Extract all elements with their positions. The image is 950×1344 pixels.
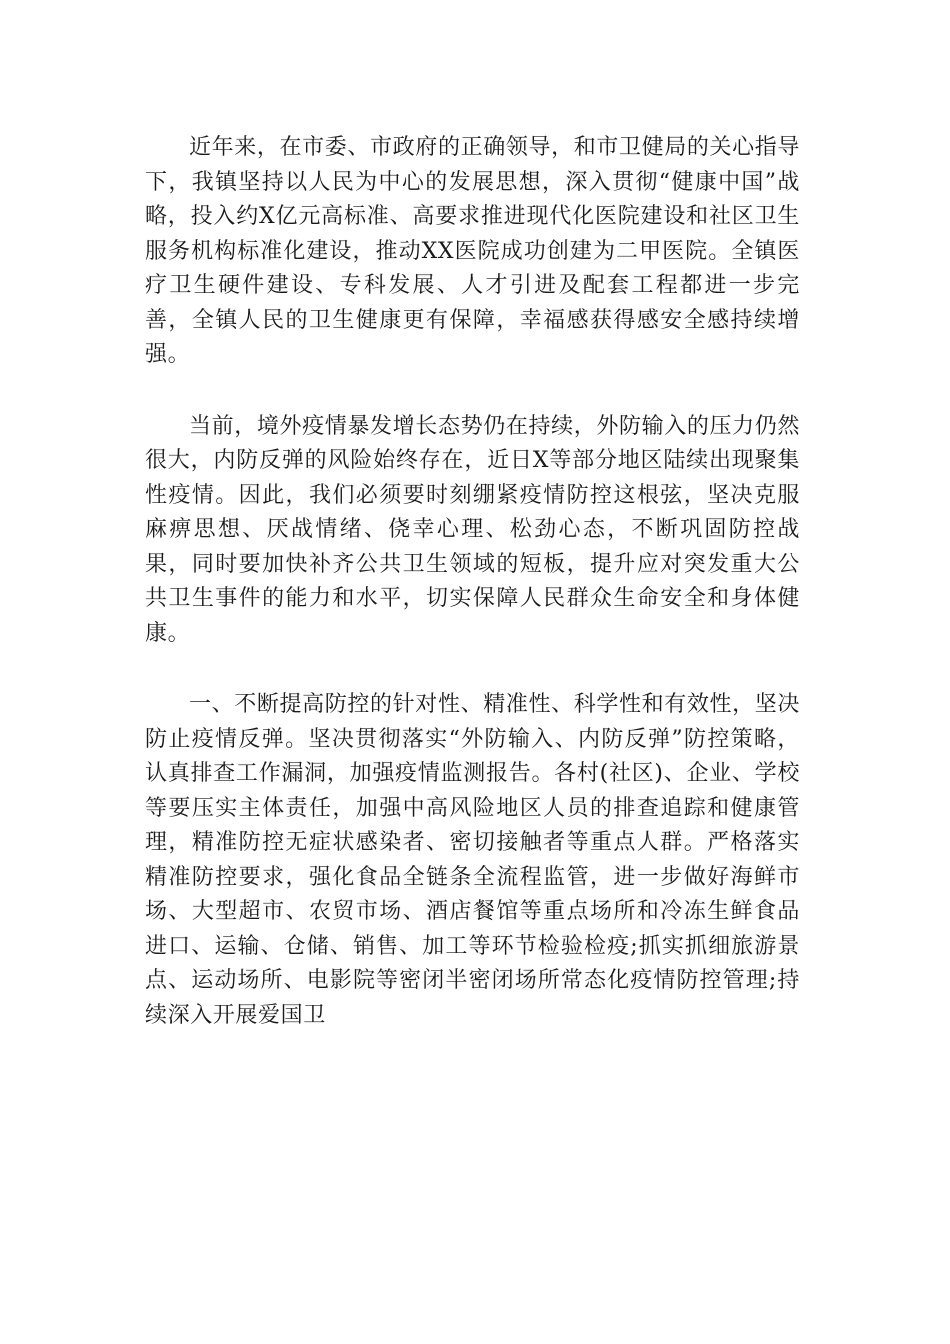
paragraph-intro: 近年来，在市委、市政府的正确领导，和市卫健局的关心指导下，我镇坚持以人民为中心的发展思想，深入贯彻“健康中国”战略，投入约X亿元高标准、高要求推进现代化医院建设和社区卫生服务机构标准化建设，推动XX医院成功创建为二甲医院。全镇医疗卫生硬件建设、专科发展、人才引进及配套工程都进一步完善，全镇人民的卫生健康更有保障，幸福感获得感安全感持续增强。 [145, 135, 800, 367]
paragraph-current-situation: 当前，境外疫情暴发增长态势仍在持续，外防输入的压力仍然很大，内防反弹的风险始终存在，近日X等部分地区陆续出现聚集性疫情。因此，我们必须要时刻绷紧疫情防控这根弦，坚决克服麻痹思想、厌战情绪、侥幸心理、松劲心态，不断巩固防控战果，同时要加快补齐公共卫生领域的短板，提升应对突发重大公共卫生事件的能力和水平，切实保障人民群众生命安全和身体健康。 [145, 413, 800, 646]
document-body [145, 131, 800, 1033]
paragraph-section-one: 一、不断提高防控的针对性、精准性、科学性和有效性，坚决防止疫情反弹。坚决贯彻落实“外防输入、内防反弹”防控策略，认真排查工作漏洞，加强疫情监测报告。各村(社区)、企业、学校等要压实主体责任，加强中高风险地区人员的排查追踪和健康管理，精准防控无症状感染者、密切接触者等重点人群。严格落实精准防控要求，强化食品全链条全流程监管，进一步做好海鲜市场、大型超市、农贸市场、酒店餐馆等重点场所和冷冻生鲜食品进口、运输、仓储、销售、加工等环节检验检疫;抓实抓细旅游景点、运动场所、电影院等密闭半密闭场所常态化疫情防控管理;持续深入开展爱国卫 [145, 692, 800, 1028]
